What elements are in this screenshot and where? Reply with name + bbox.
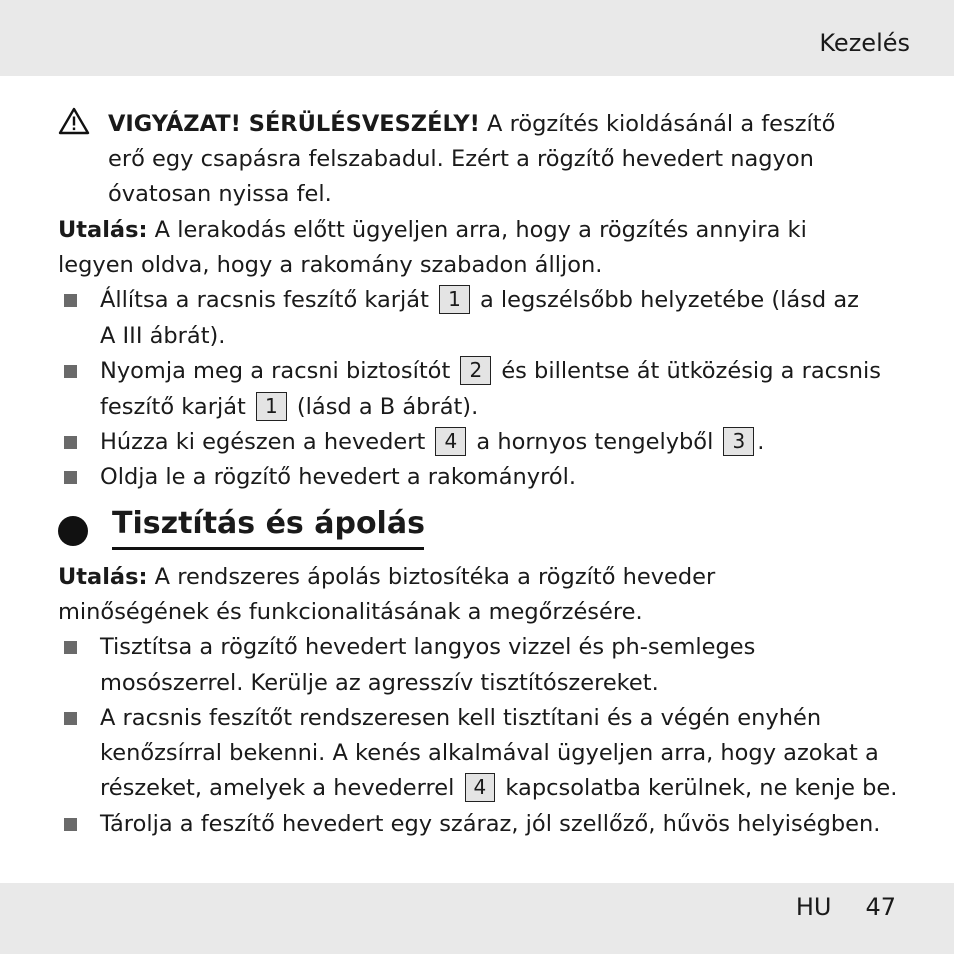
header-band — [0, 0, 954, 76]
page-number: 47 — [865, 893, 896, 921]
warning-line-3: óvatosan nyissa fel. — [108, 181, 332, 207]
care-item-1-line-1: Tisztítsa a rögzítő hevedert langyos vizzel és ph-semleges — [100, 634, 756, 660]
bullet-square-icon — [64, 818, 77, 831]
heading-underline — [112, 547, 424, 550]
warning-line-2: erő egy csapásra felszabadul. Ezért a rögzítő hevedert nagyon — [108, 146, 814, 172]
care-item-2-line-1: A racsnis feszítőt rendszeresen kell tisztítani és a végén enyhén — [100, 705, 822, 731]
note-2-line-1: Utalás: A rendszeres ápolás biztosítéka a rögzítő heveder — [58, 564, 716, 590]
step-1-line-1: Állítsa a racsnis feszítő karját 1 a legszélsőbb helyzetébe (lásd az — [100, 287, 859, 313]
step-4-line-1: Oldja le a rögzítő hevedert a rakományról. — [100, 464, 577, 490]
care-item-2-line-3: részeket, amelyek a hevederrel 4 kapcsolatba kerülnek, ne kenje be. — [100, 775, 898, 801]
figure-ref-badge: 1 — [439, 285, 470, 314]
page-footer — [796, 893, 896, 921]
bullet-square-icon — [64, 471, 77, 484]
figure-ref-badge: 4 — [465, 773, 496, 802]
figure-ref-badge: 3 — [723, 427, 754, 456]
care-item-3-line-1: Tárolja a feszítő hevedert egy száraz, jól szellőző, hűvös helyiségben. — [100, 811, 881, 837]
section-heading: Tisztítás és ápolás — [112, 506, 425, 541]
section-title: Kezelés — [819, 29, 910, 57]
bullet-square-icon — [64, 641, 77, 654]
step-3-line-1: Húzza ki egészen a hevedert 4 a hornyos tengelyből 3 . — [100, 429, 765, 455]
figure-ref-badge: 2 — [460, 356, 491, 385]
bullet-square-icon — [64, 712, 77, 725]
warning-label: VIGYÁZAT! SÉRÜLÉSVESZÉLY! — [108, 111, 480, 137]
care-item-2-line-2: kenőzsírral bekenni. A kenés alkalmával ügyeljen arra, hogy azokat a — [100, 740, 879, 766]
step-2-line-2: feszítő karját 1 (lásd a B ábrát). — [100, 394, 479, 420]
care-item-1-line-2: mosószerrel. Kerülje az agresszív tisztítószereket. — [100, 670, 659, 696]
figure-ref-badge: 1 — [256, 392, 287, 421]
note-2-line-2: minőségének és funkcionalitásának a megőrzésére. — [58, 599, 643, 625]
note-label: Utalás: — [58, 564, 148, 590]
bullet-square-icon — [64, 294, 77, 307]
section-bullet-icon — [58, 516, 88, 546]
bullet-square-icon — [64, 365, 77, 378]
warning-triangle-icon — [58, 107, 90, 135]
note-label: Utalás: — [58, 217, 148, 243]
bullet-square-icon — [64, 436, 77, 449]
step-1-line-2: A III ábrát). — [100, 323, 226, 349]
language-code: HU — [795, 893, 832, 921]
note-1-line-1: Utalás: A lerakodás előtt ügyeljen arra, hogy a rögzítés annyira ki — [58, 217, 807, 243]
note-1-line-2: legyen oldva, hogy a rakomány szabadon álljon. — [58, 252, 603, 278]
warning-line-1: VIGYÁZAT! SÉRÜLÉSVESZÉLY! A rögzítés kioldásánál a feszítő — [108, 111, 836, 137]
step-2-line-1: Nyomja meg a racsni biztosítót 2 és billentse át ütközésig a racsnis — [100, 358, 881, 384]
figure-ref-badge: 4 — [435, 427, 466, 456]
